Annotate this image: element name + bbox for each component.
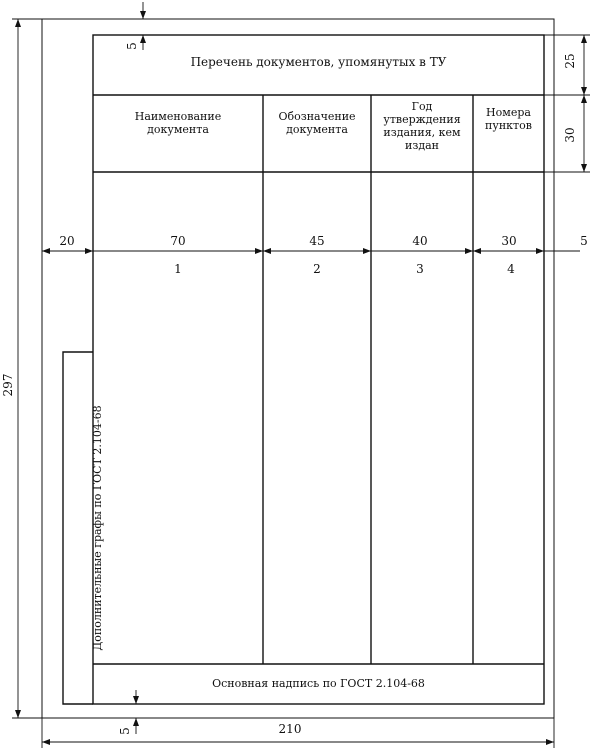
dim-sheet-height: 297 xyxy=(1,373,15,397)
dim-title-row-height: 25 xyxy=(563,53,577,69)
form-title: Перечень документов, упомянутых в ТУ xyxy=(190,55,447,69)
dim-left-margin: 20 xyxy=(59,234,75,248)
column-number-2: 2 xyxy=(313,262,321,276)
column-header-name: Наименование документа xyxy=(134,110,222,136)
dim-col4: 30 xyxy=(501,234,517,248)
side-block-outline xyxy=(63,352,93,704)
column-number-3: 3 xyxy=(416,262,424,276)
dim-right-margin: 5 xyxy=(580,234,588,248)
column-header-items: Номера пунктов xyxy=(485,106,532,132)
dim-col3: 40 xyxy=(412,234,428,248)
column-number-1: 1 xyxy=(174,262,182,276)
dim-top-margin: 5 xyxy=(125,42,139,50)
dim-sheet-width: 210 xyxy=(278,722,302,736)
column-number-4: 4 xyxy=(507,262,515,276)
dim-header-row-height: 30 xyxy=(563,127,577,143)
column-header-designation: Обозначение документа xyxy=(278,110,356,136)
side-block-label: Дополнительные графы по ГОСТ 2.104-68 xyxy=(91,405,104,651)
column-header-year: Год утверждения издания, кем издан xyxy=(383,100,461,152)
footer-label: Основная надпись по ГОСТ 2.104-68 xyxy=(212,677,425,690)
dim-bottom-margin: 5 xyxy=(118,727,132,735)
dim-col2: 45 xyxy=(309,234,325,248)
dim-col1: 70 xyxy=(170,234,186,248)
